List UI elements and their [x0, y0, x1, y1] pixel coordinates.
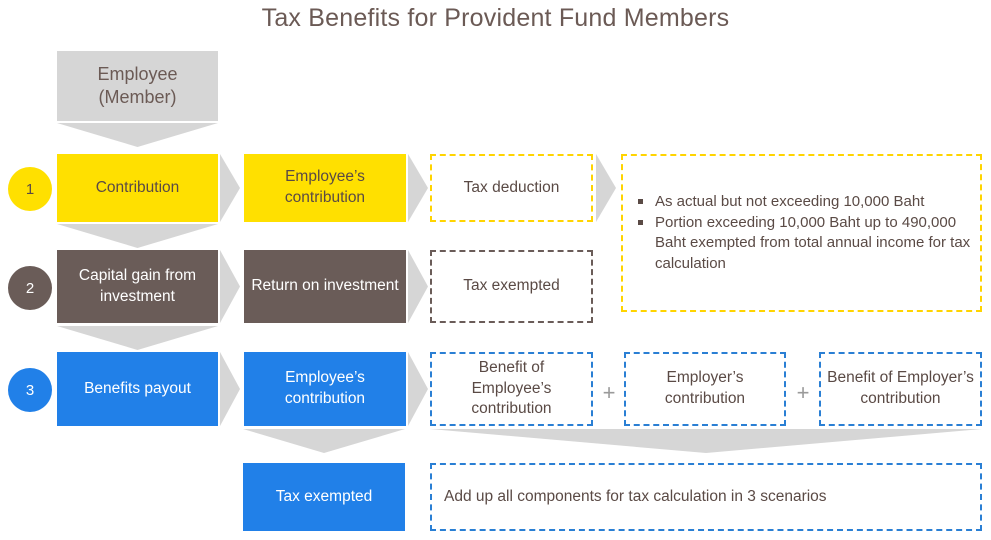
member-label: (Member): [98, 87, 177, 107]
tax-exempted-box: Tax exempted: [430, 250, 593, 323]
step-1-badge: 1: [8, 167, 52, 211]
right-chevron-r1c: [596, 154, 616, 222]
deduction-detail-item: As actual but not exceeding 10,000 Baht: [635, 192, 972, 213]
capital-gain-box: Capital gain from investment: [57, 250, 218, 323]
right-chevron-r2a: [220, 250, 240, 323]
page-title: Tax Benefits for Provident Fund Members: [261, 4, 730, 32]
payout-employee-contribution-box: Employee’s contribution: [244, 352, 406, 426]
contribution-box: Contribution: [57, 154, 218, 222]
down-chevron-4: [243, 429, 405, 453]
right-chevron-r1a: [220, 154, 240, 222]
benefit-employee-contribution-box: Benefit of Employee’s contribution: [430, 352, 593, 426]
right-chevron-r3b: [408, 352, 428, 426]
employee-label: Employee: [97, 63, 178, 84]
plus-sign-1: +: [602, 380, 616, 405]
deduction-detail-item: Portion exceeding 10,000 Baht up to 490,000 Baht exempted from total annual income for tax calculation: [635, 213, 972, 275]
final-summary-box: Add up all components for tax calculation in 3 scenarios: [430, 463, 982, 531]
step-3-badge: 3: [8, 368, 52, 412]
down-chevron-2: [57, 224, 218, 248]
down-chevron-3: [57, 326, 218, 350]
right-chevron-r3a: [220, 352, 240, 426]
employer-contribution-box: Employer’s contribution: [624, 352, 786, 426]
down-chevron-wide: [430, 429, 982, 453]
deduction-details-box: [621, 154, 982, 312]
plus-sign-2: +: [796, 380, 810, 405]
final-tax-exempted-box: Tax exempted: [243, 463, 405, 531]
return-on-investment-box: Return on investment: [244, 250, 406, 323]
step-2-badge: 2: [8, 266, 52, 310]
tax-deduction-box: Tax deduction: [430, 154, 593, 222]
benefits-payout-box: Benefits payout: [57, 352, 218, 426]
right-chevron-r1b: [408, 154, 428, 222]
benefit-employer-contribution-box: Benefit of Employer’s contribution: [819, 352, 982, 426]
down-chevron-1: [57, 123, 218, 147]
right-chevron-r2b: [408, 250, 428, 323]
employee-contribution-box: Employee’s contribution: [244, 154, 406, 222]
employee-member-box: [57, 51, 218, 121]
